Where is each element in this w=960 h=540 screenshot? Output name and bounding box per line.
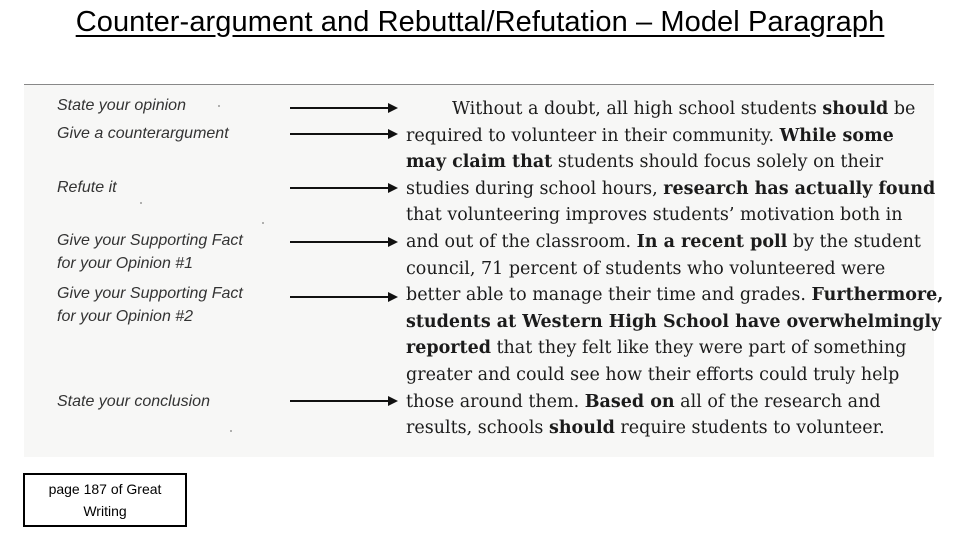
- arrow-opinion: [290, 107, 396, 109]
- label-support-2a: Give your Supporting Fact: [57, 285, 243, 302]
- arrow-counterargument: [290, 133, 396, 135]
- source-footnote: page 187 of Great Writing: [23, 473, 187, 527]
- label-support-1a: Give your Supporting Fact: [57, 232, 243, 249]
- scan-speck: [262, 222, 264, 224]
- label-conclusion: State your conclusion: [57, 393, 210, 410]
- label-refute: Refute it: [57, 179, 117, 196]
- arrow-refute: [290, 187, 396, 189]
- scan-speck: [140, 202, 142, 204]
- arrow-conclusion: [290, 400, 396, 402]
- arrow-support-2: [290, 296, 396, 298]
- scan-speck: [230, 430, 232, 432]
- label-support-1b: for your Opinion #1: [57, 255, 194, 272]
- slide-title: Counter-argument and Rebuttal/Refutation – Model Paragraph: [75, 6, 885, 38]
- label-counterargument: Give a counterargument: [57, 125, 229, 142]
- model-paragraph: Without a doubt, all high school students should be required to volunteer in their community. While some may claim that students should focus solely on their studies during school hours, research has actually found that volunteering improves students’ motivation both in and out of the classroom. In a recent poll by the student council, 71 percent of students who volunteered were better able to manage their time and grades. Furthermore, students at Western High School have overwhelmingly reported that they felt like they were part of something greater and could see how their efforts could truly help those around them. Based on all of the research and results, schools should require students to volunteer.: [406, 99, 944, 439]
- arrow-support-1: [290, 241, 396, 243]
- scan-speck: [218, 105, 220, 107]
- label-support-2b: for your Opinion #2: [57, 308, 194, 325]
- label-state-opinion: State your opinion: [57, 97, 186, 114]
